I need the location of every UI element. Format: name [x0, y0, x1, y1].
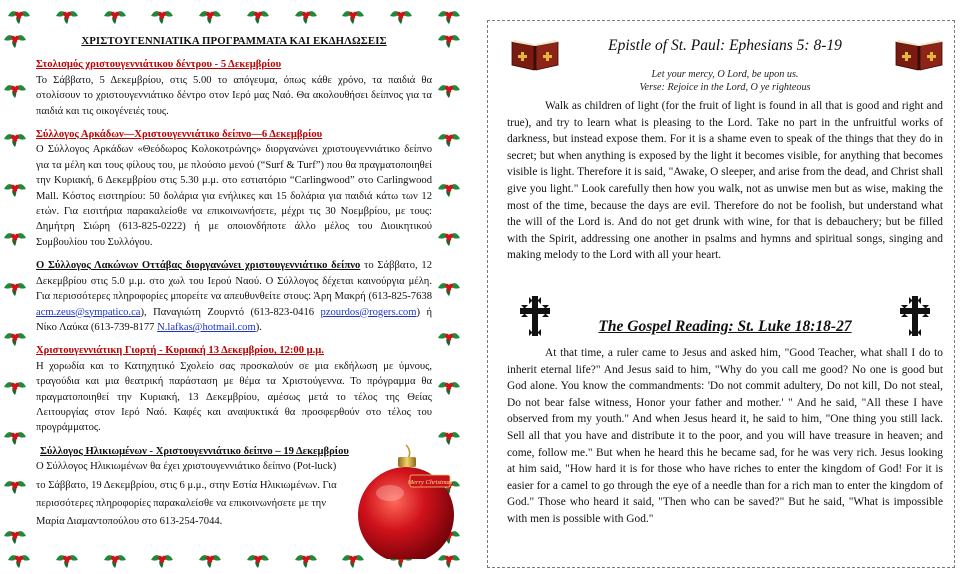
holly-icon — [197, 548, 223, 570]
holly-icon — [293, 4, 319, 26]
announcement-body: Το Σάββατο, 5 Δεκεμβρίου, στις 5.00 το απόγευμα, όπως κάθε χρόνο, τα παιδιά θα στολίσουν το χριστουγεννιάτικο δέντρο στον Ιερό μας Ναό. Θα ακολουθήσει δείπνος για τα παιδιά και τις οικογένειές τους. — [36, 74, 432, 117]
gospel-text: At that time, a ruler came to Jesus and asked him, "Good Teacher, what shall I do to inherit eternal life?" And Jesus said to him, "Why do you call me good? No one is good but God alone. You know the commandments: 'Do not commit adultery, Do not kill, Do not steal, Do not bear false witness, Honor your father and mother.' " And he said, "All these I have observed from my youth." And when Jesus heard it, he said to him, "One thing you still lack. Sell all that you have and distribute it to the poor, and you will have treasure in heaven; and come, follow me." But when he heard this he became sad, for he was very rich. Jesus looking at him said, "How hard it is for those who have riches to enter the kingdom of God! For it is easier for a camel to go through the eye of a needle than for a rich man to enter the kingdom of God." Those who heard it said, "Then who can be saved?" But he said, "What is impossible with men is possible with God." — [507, 347, 943, 525]
holly-icon — [102, 548, 128, 570]
holly-border-top — [6, 2, 462, 28]
refrain-line: Verse: Rejoice in the Lord, O ye righteous — [639, 82, 811, 93]
holly-icon — [436, 375, 462, 397]
holly-icon — [2, 276, 28, 298]
holly-icon — [2, 28, 28, 50]
christmas-ornament-icon — [350, 443, 458, 559]
announcement-body-part: ), Παναγιώτη Ζουρντό (613-823-0416 — [140, 306, 321, 318]
announcement-tree-decorating — [36, 57, 432, 119]
announcement-body-part: ). — [255, 321, 262, 333]
holly-icon — [245, 548, 271, 570]
holly-icon — [2, 375, 28, 397]
holly-icon — [2, 524, 28, 546]
announcement-body: Ο Σύλλογος Αρκάδων «Θεόδωρος Κολοκοτρώνης» διοργανώνει χριστουγεννιάτικο δείπνο για τα μέλη και τους φίλους του, με πλούσιο μενού (“Surf & Turf”) που θα πραγματοποιηθεί την Κυριακή, 6 Δεκεμβρίου στις 5.30 μ.μ. στο εστιατόριο “Carlingwood” στο Carlingwood Mall. Κόστος εισιτηρίου: 50 δολάρια για ενήλικες και 15 δολάρια για παιδιά κάτω των 12 ετών. Για εισιτήρια παρακαλείσθε να επικοινωνήσετε, μέχρι τις 30 Νοεμβρίου, με τους: Δημήτρη Σιώρη (613-825-0222) ή με οποιονδήποτε άλλο μέλος του Διοικητικού Συμβουλίου του Συλλόγου. — [36, 144, 432, 248]
holly-icon — [149, 4, 175, 26]
holly-icon — [2, 326, 28, 348]
announcement-heading: Σύλλογος Ηλικιωμένων - Χριστουγεννιάτικο δείπνο – 19 Δεκεμβρίου — [40, 445, 349, 457]
email-link-makris[interactable]: acm.zeus@sympatico.ca — [36, 306, 141, 318]
epistle-reading — [507, 98, 943, 264]
holly-icon — [2, 78, 28, 100]
holly-icon — [436, 326, 462, 348]
holly-icon — [197, 4, 223, 26]
epistle-title: Epistle of St. Paul: Ephesians 5: 8-19 — [608, 37, 842, 54]
announcement-heading: Ο Σύλλογος Λακώνων Οττάβας διοργανώνει χριστουγεννιάτικο δείπνο — [36, 260, 361, 272]
ornament-label — [407, 475, 453, 487]
announcement-line: Μαρία Διαμαντοπούλου στο 613-254-7044. — [36, 516, 223, 528]
holly-icon — [388, 4, 414, 26]
holly-icon — [2, 127, 28, 149]
holly-icon — [2, 474, 28, 496]
svg-text:Merry Christmas: Merry Christmas — [407, 479, 453, 486]
email-link-lafkas[interactable]: N.lafkas@hotmail.com — [157, 321, 256, 333]
announcement-heading: Χριστουγεννιάτικη Γιορτή - Κυριακή 13 Δεκεμβρίου, 12:00 μ.μ. — [36, 345, 324, 357]
announcement-heading: Σύλλογος Αρκάδων—Χριστουγεννιάτικο δείπνο—6 Δεκεμβρίου — [36, 129, 323, 141]
holly-icon — [340, 4, 366, 26]
announcement-christmas-celebration — [36, 343, 432, 435]
holly-icon — [2, 226, 28, 248]
holly-icon — [436, 127, 462, 149]
holly-icon — [2, 425, 28, 447]
holly-border-left — [2, 28, 28, 546]
holly-icon — [6, 548, 32, 570]
holly-icon — [102, 4, 128, 26]
announcement-body-part: το Σάββατο, 12 Δεκεμβρίου στις 5.0 μ.μ. στο χωλ του Ιερού Ναού. Ο Σύλλογος δέχεται καινούργια μέλη. Για περισσότερες πληροφορίες μπορείτε να απευθυνθείτε στους: Άρη Μακρή (613-825-7638 — [36, 260, 432, 303]
announcement-line: το Σάββατο, 19 Δεκεμβρίου, στις 6 μ.μ., στην Εστία Ηλικιωμένων. Για — [36, 479, 337, 491]
holly-icon — [436, 4, 462, 26]
holly-icon — [2, 177, 28, 199]
announcement-heading: Στολισμός χριστουγεννιάτικου δέντρου - 5 Δεκεμβρίου — [36, 59, 282, 71]
announcement-arcadian-dinner — [36, 127, 432, 250]
holly-icon — [54, 548, 80, 570]
prokeimenon — [507, 68, 943, 94]
holly-icon — [6, 4, 32, 26]
announcement-body: Η χορωδία και το Κατηχητικό Σχολείο σας προσκαλούν σε μια εκδήλωση με ύμνους, τραγούδια και μια θεατρική παράσταση με θέμα τα Χριστούγεννα. Το πρόγραμμα θα πραγματοποιηθεί την Κυριακή, 13 Δεκεμβρίου, αμέσως μετά το τέλος της Θείας Λειτουργίας στον Ιερό Ναό. Καφές και αναψυκτικά θα προσφερθούν στο τέλος του προγράμματος. — [36, 360, 432, 434]
announcement-laconian-dinner — [36, 258, 432, 335]
holly-icon — [245, 4, 271, 26]
page-title: ΧΡΙΣΤΟΥΓΕΝΝΙΑΤΙΚΑ ΠΡΟΓΡΑΜΜΑΤΑ ΚΑΙ ΕΚΔΗΛΩΣΕΙΣ — [81, 35, 387, 47]
email-link-zourdos[interactable]: pzourdos@rogers.com — [320, 306, 417, 318]
holly-icon — [436, 276, 462, 298]
holly-icon — [436, 78, 462, 100]
epistle-text: Walk as children of light (for the fruit of light is found in all that is good and right and true), and try to learn what is pleasing to the Lord. Take no part in the unfruitful works of darkness, but instead expose them. For it is a shame even to speak of the things that they do in secret; but when anything is exposed by the light it becomes visible, for anything that becomes visible is light. Therefore it is said, "Awake, O sleeper, and arise from the dead, and Christ shall give you light." Look carefully then how you walk, not as unwise men but as wise, making the most of the time, because the days are evil. Therefore do not be foolish, but understand what the will of the Lord is. And do not get drunk with wine, for that is debauchery; but be filled with the Spirit, addressing one another in psalms and hymns and spiritual songs, singing and making melody to the Lord with all your heart. — [507, 100, 943, 262]
gospel-title: The Gospel Reading: St. Luke 18:18-27 — [598, 318, 852, 335]
gospel-reading — [507, 345, 943, 528]
holly-icon — [149, 548, 175, 570]
announcement-line: περισσότερες πληροφορίες παρακαλείσθε να επικοινωνήσετε με την — [36, 497, 326, 509]
refrain-line: Let your mercy, O Lord, be upon us. — [651, 69, 799, 80]
holly-icon — [293, 548, 319, 570]
announcement-line: Ο Σύλλογος Ηλικιωμένων θα έχει χριστουγεννιάτικο δείπνο (Pot-luck) — [36, 461, 337, 473]
holly-icon — [436, 226, 462, 248]
holly-icon — [436, 28, 462, 50]
holly-icon — [436, 177, 462, 199]
holly-icon — [54, 4, 80, 26]
announcement-body-part: ) ή Νίκο Λαύκα (613-739-8177 — [36, 306, 433, 333]
